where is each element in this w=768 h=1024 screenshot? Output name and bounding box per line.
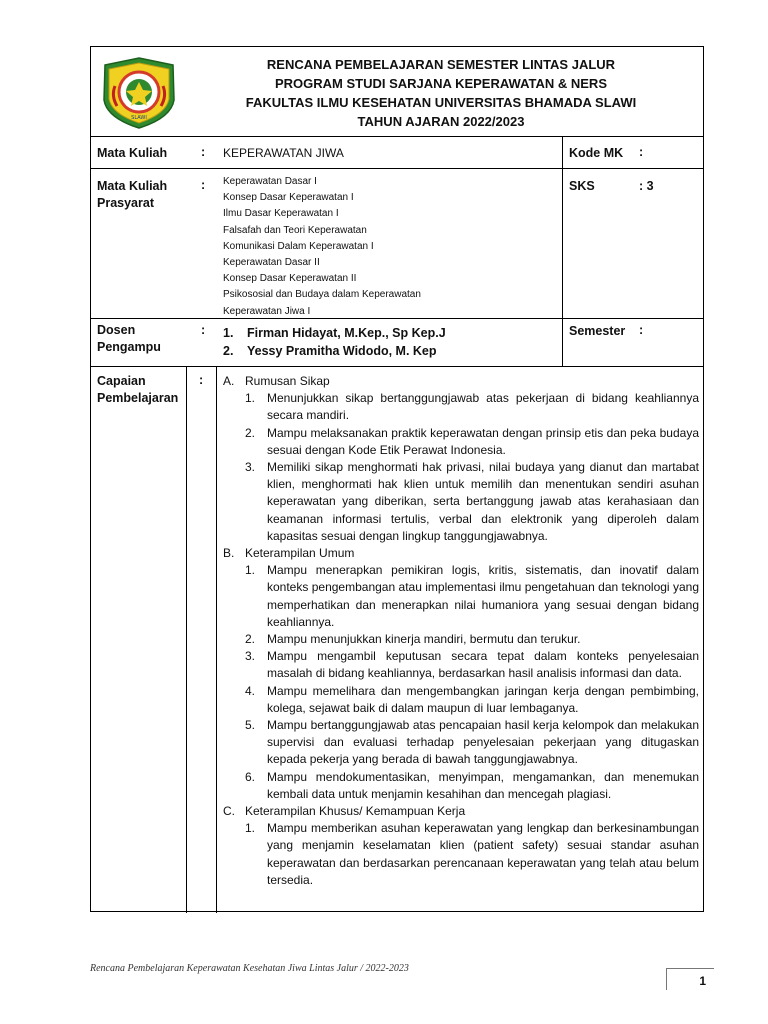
footer-text: Rencana Pembelajaran Keperawatan Kesehatan Jiwa Lintas Jalur / 2022-2023: [90, 963, 409, 974]
item-number: 2.: [245, 632, 256, 647]
outcome-item: [223, 820, 699, 889]
prereq-item: Keperawatan Jiwa I: [223, 305, 311, 317]
header-title-line2: PROGRAM STUDI SARJANA KEPERAWATAN & NERS: [274, 76, 607, 91]
sks-label: SKS: [569, 179, 595, 193]
item-text: Mampu mendokumentasikan, menyimpan, mengamankan, dan menemukan kembali data untuk menjamin kesahihan dan mencegah plagiasi.: [267, 769, 699, 801]
row-divider: [91, 136, 703, 137]
section-title-text: Rumusan Sikap: [245, 374, 330, 388]
semester-colon: :: [639, 323, 644, 337]
header-title-line4: TAHUN AJARAN 2022/2023: [357, 114, 525, 129]
section-title-text: Keterampilan Khusus/ Kemampuan Kerja: [245, 804, 466, 819]
lecturer-list: [223, 324, 446, 360]
item-number: 3.: [245, 649, 256, 664]
outcome-item: [223, 717, 699, 769]
outcomes-label: Capaian Pembelajaran: [97, 374, 179, 405]
course-name: KEPERAWATAN JIWA: [223, 146, 344, 160]
outcomes-colon: :: [199, 373, 204, 387]
prereq-item: Ilmu Dasar Keperawatan I: [223, 208, 339, 220]
item-number: 1.: [245, 563, 256, 578]
lecturer-item: [223, 324, 446, 342]
prereq-list: [223, 174, 421, 320]
item-number: 1.: [245, 821, 256, 836]
item-number: 3.: [245, 460, 256, 475]
item-number: 2.: [245, 425, 256, 440]
prereq-colon: :: [201, 178, 206, 192]
item-text: Mampu menunjukkan kinerja mandiri, bermutu dan terukur.: [267, 632, 581, 647]
page-number: 1: [666, 968, 714, 990]
semester-label: Semester: [569, 324, 626, 338]
course-colon: :: [201, 145, 206, 159]
section-letter: A.: [223, 374, 235, 388]
lecturer-colon: :: [201, 323, 206, 337]
lecturer-label: Dosen Pengampu: [97, 323, 161, 354]
section-title: [223, 803, 699, 820]
outcome-item: [223, 562, 699, 631]
section-title: [223, 373, 699, 390]
item-number: 1.: [245, 391, 256, 406]
item-text: Menunjukkan sikap bertanggungjawab atas pekerjaan di bidang keahliannya secara mandiri.: [267, 391, 699, 423]
item-number: 4.: [245, 683, 256, 698]
course-code-colon: :: [639, 145, 644, 159]
prereq-label: Mata Kuliah Prasyarat: [97, 179, 168, 210]
item-number: 6.: [245, 769, 256, 784]
prereq-item: Falsafah dan Teori Keperawatan: [223, 224, 367, 236]
section-title-text: Keterampilan Umum: [245, 546, 355, 561]
outcome-item: [223, 683, 699, 717]
header-title-line3: FAKULTAS ILMU KESEHATAN UNIVERSITAS BHAMADA SLAWI: [245, 95, 637, 110]
course-code-label: Kode MK: [569, 146, 624, 160]
item-text: Mampu memberikan asuhan keperawatan yang lengkap dan berkesinambungan yang menjamin keselamatan klien (patient safety) sesuai standar asuhan keperawatan dan berdasarkan perencanaan keperawatan yang telah atau belum tersedia.: [267, 821, 699, 887]
prereq-item: Keperawatan Dasar I: [223, 176, 317, 187]
outcome-item: [223, 390, 699, 424]
section-letter: B.: [223, 546, 235, 561]
item-number: 5.: [245, 718, 256, 733]
rps-table: [90, 46, 704, 912]
item-text: Mampu memelihara dan mengembangkan jaringan kerja dengan pembimbing, kolega, sejawat baik di dalam maupun di luar lembaganya.: [267, 683, 699, 715]
row-divider: [91, 366, 703, 367]
item-text: Mampu menerapkan pemikiran logis, kritis, sistematis, dan inovatif dalam konteks pengembangan atau implementasi ilmu pengetahuan dan teknologi yang memperhatikan dan menerapkan nilai humaniora yang sesuai dengan bidang keahliannya.: [267, 563, 699, 629]
sks-value: : 3: [639, 179, 654, 193]
lecturer-number: 1.: [223, 326, 234, 340]
outcome-item: [223, 631, 699, 648]
item-text: Memiliki sikap menghormati hak privasi, nilai budaya yang dianut dan martabat klien, menghormati hak klien untuk memilih dan menentukan sendiri asuhan keperawatan yang diberikan, serta bertanggung jawab atas kerahasiaan dan keamanan informasi tertulis, verbal dan elektronik yang diperoleh dalam kapasitas sesuai dengan lingkup tanggungjawabnya.: [267, 460, 699, 543]
course-label: Mata Kuliah: [97, 146, 168, 160]
outcome-item: [223, 459, 699, 545]
section-letter: C.: [223, 804, 235, 819]
prereq-item: Konsep Dasar Keperawatan II: [223, 273, 357, 285]
item-text: Mampu bertanggungjawab atas pencapaian hasil kerja kelompok dan melakukan supervisi dan evaluasi terhadap penyelesaian pekerjaan yang ditugaskan kepada pekerja yang berada di bawah tanggungjawabnya.: [267, 718, 699, 767]
header-title-line1: RENCANA PEMBELAJARAN SEMESTER LINTAS JALUR: [266, 57, 616, 72]
prereq-item: Psikososial dan Budaya dalam Keperawatan: [223, 289, 421, 301]
lecturer-item: [223, 342, 446, 360]
prereq-item: Komunikasi Dalam Keperawatan I: [223, 240, 374, 252]
svg-text:SLAWI: SLAWI: [131, 115, 147, 121]
item-text: Mampu melaksanakan praktik keperawatan dengan prinsip etis dan peka budaya sesuai dengan Kode Etik Perawat Indonesia.: [267, 425, 699, 457]
prereq-item: Keperawatan Dasar II: [223, 257, 320, 269]
section-title: [223, 545, 699, 562]
row-divider: [91, 168, 703, 169]
column-divider: [186, 366, 187, 913]
lecturer-name: Yessy Pramitha Widodo, M. Kep: [247, 344, 437, 358]
column-divider: [216, 366, 217, 913]
prereq-item: Konsep Dasar Keperawatan I: [223, 192, 354, 204]
outcome-item: [223, 425, 699, 459]
university-logo: [99, 56, 179, 130]
outcome-item: [223, 769, 699, 803]
outcome-item: [223, 648, 699, 682]
item-text: Mampu mengambil keputusan secara tepat dalam konteks penyelesaian masalah di bidang keahliannya, berdasarkan hasil analisis informasi dan data.: [267, 649, 699, 681]
lecturer-number: 2.: [223, 344, 234, 358]
column-divider: [562, 136, 563, 366]
learning-outcomes: [223, 373, 699, 889]
lecturer-name: Firman Hidayat, M.Kep., Sp Kep.J: [247, 326, 446, 340]
